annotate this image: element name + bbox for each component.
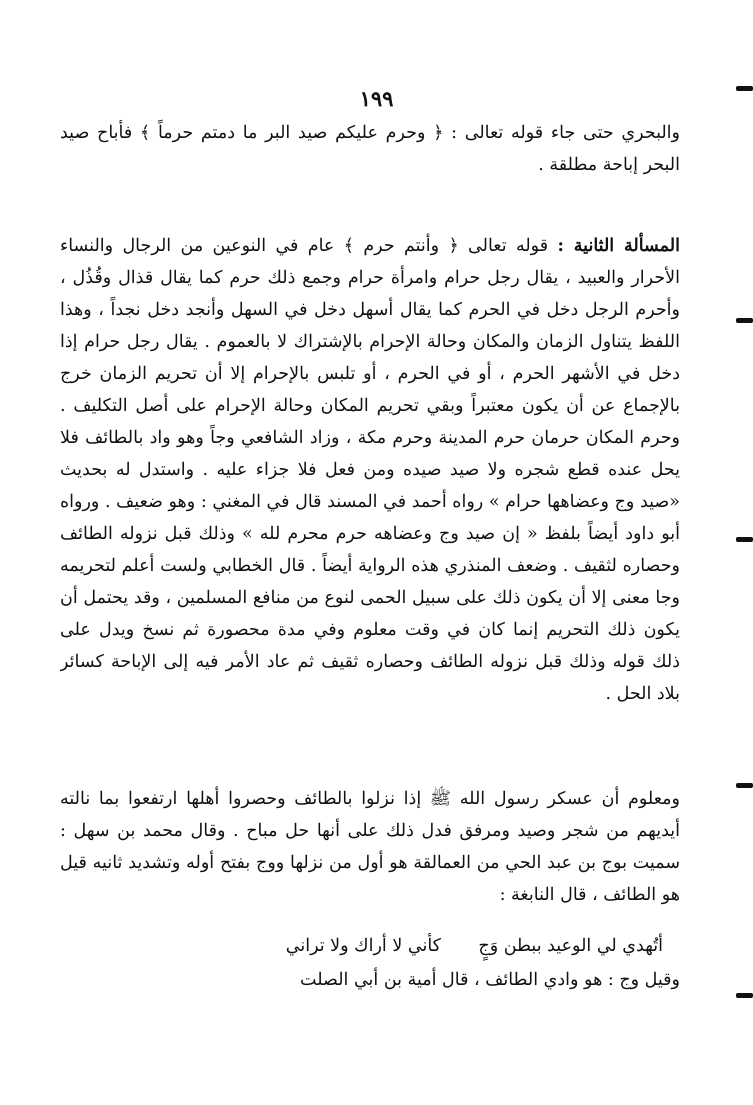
text-line: سميت بوج بن عبد الحي من العمالقة هو أول من نزلها ووج بفتح أوله وتشديد ثانيه قيل [60, 853, 680, 873]
scan-edge-mark [736, 318, 753, 323]
text-line: ذلك قوله وذلك قبل نزوله الطائف وحصاره ثقيف ثم عاد الأمر فيه إلى الإباحة كسائر [60, 652, 680, 672]
text-line: أبو داود أيضاً بلفظ « إن صيد وج وعضاهه حرم محرم لله » وذلك قبل نزوله الطائف [60, 524, 680, 544]
issue-two-paragraph [60, 230, 680, 710]
continuation-paragraph [60, 117, 680, 181]
closing-line [60, 964, 680, 996]
scan-edge-mark [736, 783, 753, 788]
page-number: ١٩٩ [359, 86, 394, 111]
text-line: بلاد الحل . [605, 684, 680, 704]
text-line: البحر إباحة مطلقة . [538, 155, 680, 175]
text-line: وقيل وج : هو وادي الطائف ، قال أمية بن أبي الصلت [300, 970, 680, 990]
text-line: والبحري حتى جاء قوله تعالى : ﴿ وحرم عليكم صيد البر ما دمتم حرماً ﴾ فأباح صيد [60, 123, 680, 143]
text-line: دخل في الأشهر الحرم ، أو في الحرم ، أو تلبس بالإحرام إلا أن تحريم الزمان خرج [60, 364, 680, 384]
text-line: يكون ذلك التحريم إنما كان في وقت معلوم وفي مدة محصورة ثم نسخ ويدل على [60, 620, 680, 640]
issue-first-line-text: قوله تعالى ﴿ وأنتم حرم ﴾ عام في النوعين من الرجال والنساء [60, 236, 549, 256]
text-line [60, 230, 680, 262]
verse-first-hemistich: أتُهدي لي الوعيد ببطن وَجٍ [478, 936, 663, 956]
issue-heading: المسألة الثانية : [557, 236, 680, 256]
taif-paragraph [60, 783, 680, 911]
text-line: وحصاره لثقيف . وضعف المنذري هذه الرواية أيضاً . قال الخطابي ولست أعلم لتحريمه [60, 556, 680, 576]
text-line: أيديهم من شجر وصيد ومرفق فدل ذلك على أنها حل مباح . وقال محمد بن سهل : [60, 821, 680, 841]
text-line: بالإجماع عن أن يكون معتبراً وبقي تحريم المكان وحالة الإحرام على أصل التكليف . [60, 396, 680, 416]
text-line: الأحرار والعبيد ، يقال رجل حرام وامرأة حرام وجمع ذلك حرم كما يقال قذال وقُذُل ، [60, 268, 680, 288]
text-line: اللفظ يتناول الزمان والمكان وحالة الإحرام بالإشتراك لا بالعموم . يقال رجل حرام إذا [60, 332, 680, 352]
text-line: وأحرم الرجل دخل في الحرم كما يقال أسهل دخل في السهل وأنجد دخل نجداً ، وهذا [60, 300, 680, 320]
text-line: هو الطائف ، قال النابغة : [499, 885, 680, 905]
text-line: وجا معنى إلا أن يكون ذلك على سبيل الحمى لنوع من منافع المسلمين ، وقد يحتمل أن [60, 588, 680, 608]
scan-edge-mark [736, 993, 753, 998]
scan-edge-mark [736, 537, 753, 542]
text-line: وحرم المكان حرمان حرم المدينة وحرم مكة ، وزاد الشافعي وجاً وهو واد بالطائف فلا [60, 428, 680, 448]
text-line: يحل عنده قطع شجره ولا صيد صيده ومن فعل فلا جزاء عليه . واستدل له بحديث [60, 460, 680, 480]
verse-second-hemistich: كأني لا أراك ولا تراني [285, 936, 441, 956]
text-line: ومعلوم أن عسكر رسول الله ﷺ إذا نزلوا بالطائف وحصروا أهلها ارتفعوا بما نالته [60, 789, 680, 809]
text-line: «صيد وج وعضاهها حرام » رواه أحمد في المسند قال في المغني : وهو ضعيف . ورواه [60, 492, 680, 512]
